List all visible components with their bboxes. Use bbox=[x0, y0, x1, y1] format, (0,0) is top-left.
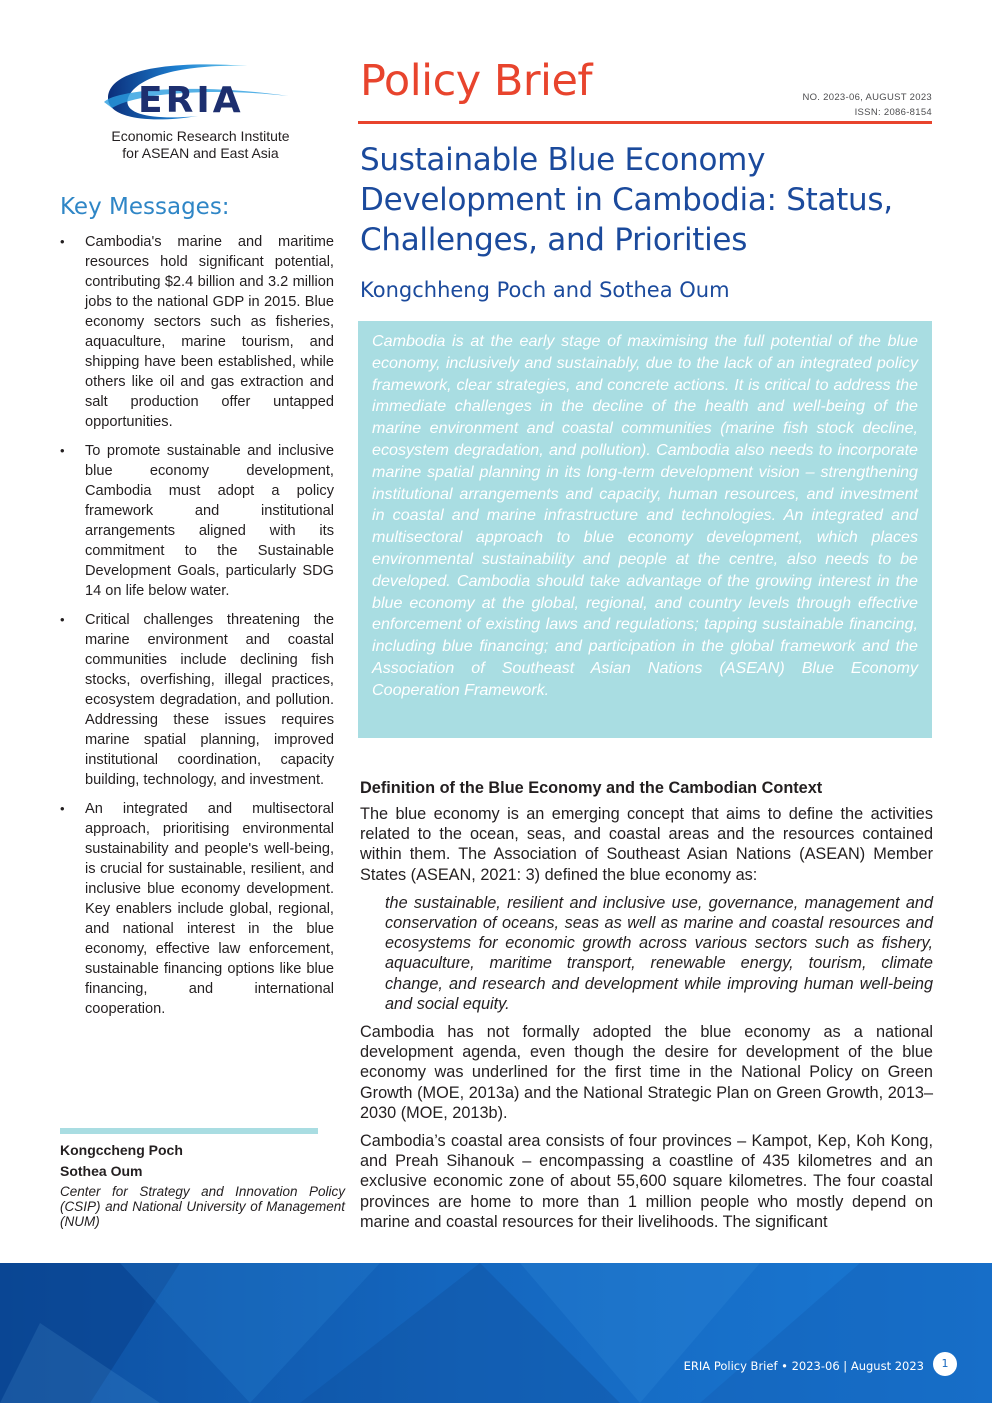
footer-pattern-icon bbox=[0, 1263, 992, 1403]
definition-quote: the sustainable, resilient and inclusive use, governance, management and conservation of oceans, seas as well as marine and coastal resources and ecosystems for economic growth across various sectors such as fishery, aquaculture, maritime transport, renewable energy, tourism, climate change, and research and development while improving human well-being and social equity. bbox=[385, 893, 933, 1013]
footer-banner bbox=[0, 1263, 992, 1403]
author-divider bbox=[60, 1128, 318, 1134]
article-authors: Kongchheng Poch and Sothea Oum bbox=[360, 278, 730, 302]
key-message-item: • To promote sustainable and inclusive blue economy development, Cambodia must adopt a policy framework and institutional arrangements aligned with its commitment to the Sustainable Development Goals, particularly SDG 14 on life below water. bbox=[60, 441, 334, 601]
logo-subtitle-line1: Economic Research Institute bbox=[111, 128, 290, 144]
author-name-1: Kongccheng Poch bbox=[60, 1142, 183, 1158]
author-affiliation: Center for Strategy and Innovation Policy (CSIP) and National University of Management (NUM) bbox=[60, 1184, 345, 1229]
logo-subtitle bbox=[98, 128, 303, 162]
header-rule bbox=[358, 121, 932, 124]
body-paragraph-2: Cambodia has not formally adopted the blue economy as a national development agenda, even though the desire for development of the blue economy was underlined for the first time in the National Policy on Green Growth (MOE, 2013a) and the National Strategic Plan on Green Growth, 2013–2030 (MOE, 2013b). bbox=[360, 1023, 933, 1122]
article-title: Sustainable Blue Economy Development in Cambodia: Status, Challenges, and Priorities bbox=[360, 142, 893, 258]
key-message-item: • Critical challenges threatening the marine environment and coastal communities include declining fish stocks, overfishing, illegal practices, ecosystem degradation, and pollution. Addressing these issues requires marine spatial planning, improved institutional coordination, capacity building, technology, and investment. bbox=[60, 610, 334, 790]
abstract-text: Cambodia is at the early stage of maximising the full potential of the blue economy, inclusively and sustainably, due to the lack of an integrated policy framework, clear strategies, and concrete actions. It is critical to address the immediate challenges in the decline of the health and well-being of the marine environment and coastal communities (marine fish stock decline, ecosystem degradation, and pollution). Cambodia also needs to incorporate marine spatial planning in its long-term development vision – strengthening institutional arrangements and capacity, human resources, and investment in coastal and marine infrastructure and technologies. An integrated and multisectoral approach to blue economy development, which places environmental sustainability and people at the centre, also needs to be developed. Cambodia should take advantage of the growing interest in the blue economy at the global, regional, and country levels through effective enforcement of existing laws and regulations; tapping sustainable financing, including blue financing; and participation in the global framework and the Association of Southeast Asian Nations (ASEAN) Blue Economy Cooperation Framework. bbox=[372, 332, 918, 699]
brief-issn: ISSN: 2086-8154 bbox=[854, 107, 932, 118]
footer-label: ERIA Policy Brief • 2023-06 | August 2023 bbox=[683, 1359, 924, 1373]
key-messages-list bbox=[60, 232, 334, 1028]
abstract-box bbox=[358, 321, 932, 738]
body-paragraph-3: Cambodia’s coastal area consists of four provinces – Kampot, Kep, Koh Kong, and Preah Sihanouk – encompassing a coastline of 435 kilometres and an exclusive economic zone of about 55,600 square kilometres. The four coastal provinces are home to more than 1 million people who mostly depend on marine and coastal resources for their livelihoods. The significant bbox=[360, 1132, 933, 1231]
policy-brief-title: Policy Brief bbox=[360, 56, 593, 106]
body-paragraph-1: The blue economy is an emerging concept that aims to define the activities related to the ocean, seas, and coastal areas and the resources contained within them. The Association of Southeast Asian Nations (ASEAN) Member States (ASEAN, 2021: 3) defined the blue economy as: bbox=[360, 805, 933, 884]
logo-subtitle-line2: for ASEAN and East Asia bbox=[122, 145, 279, 161]
author-block bbox=[60, 1140, 345, 1229]
section-heading: Definition of the Blue Economy and the Cambodian Context bbox=[360, 779, 823, 797]
brief-meta bbox=[802, 90, 932, 120]
eria-logo bbox=[98, 58, 308, 168]
logo-wordmark: ERIA bbox=[138, 80, 244, 121]
key-message-item: • An integrated and multisectoral approach, prioritising environmental sustainability and people's well-being, is crucial for sustainable, resilient, and inclusive blue economy development. Key enablers include global, regional, and national interest in the blue economy, effective law enforcement, sustainable financing options like blue financing, and international cooperation. bbox=[60, 799, 334, 1019]
body-column bbox=[360, 777, 933, 1240]
brief-number: NO. 2023-06, AUGUST 2023 bbox=[802, 92, 932, 103]
page-number: 1 bbox=[933, 1352, 957, 1376]
author-name-2: Sothea Oum bbox=[60, 1163, 143, 1179]
key-message-item: • Cambodia's marine and maritime resources hold significant potential, contributing $2.4 billion and 3.2 million jobs to the national GDP in 2015. Blue economy sectors such as fisheries, aquaculture, marine tourism, and shipping have been established, while others like oil and gas extraction and salt production offer untapped opportunities. bbox=[60, 232, 334, 432]
key-messages-title: Key Messages: bbox=[60, 194, 230, 220]
